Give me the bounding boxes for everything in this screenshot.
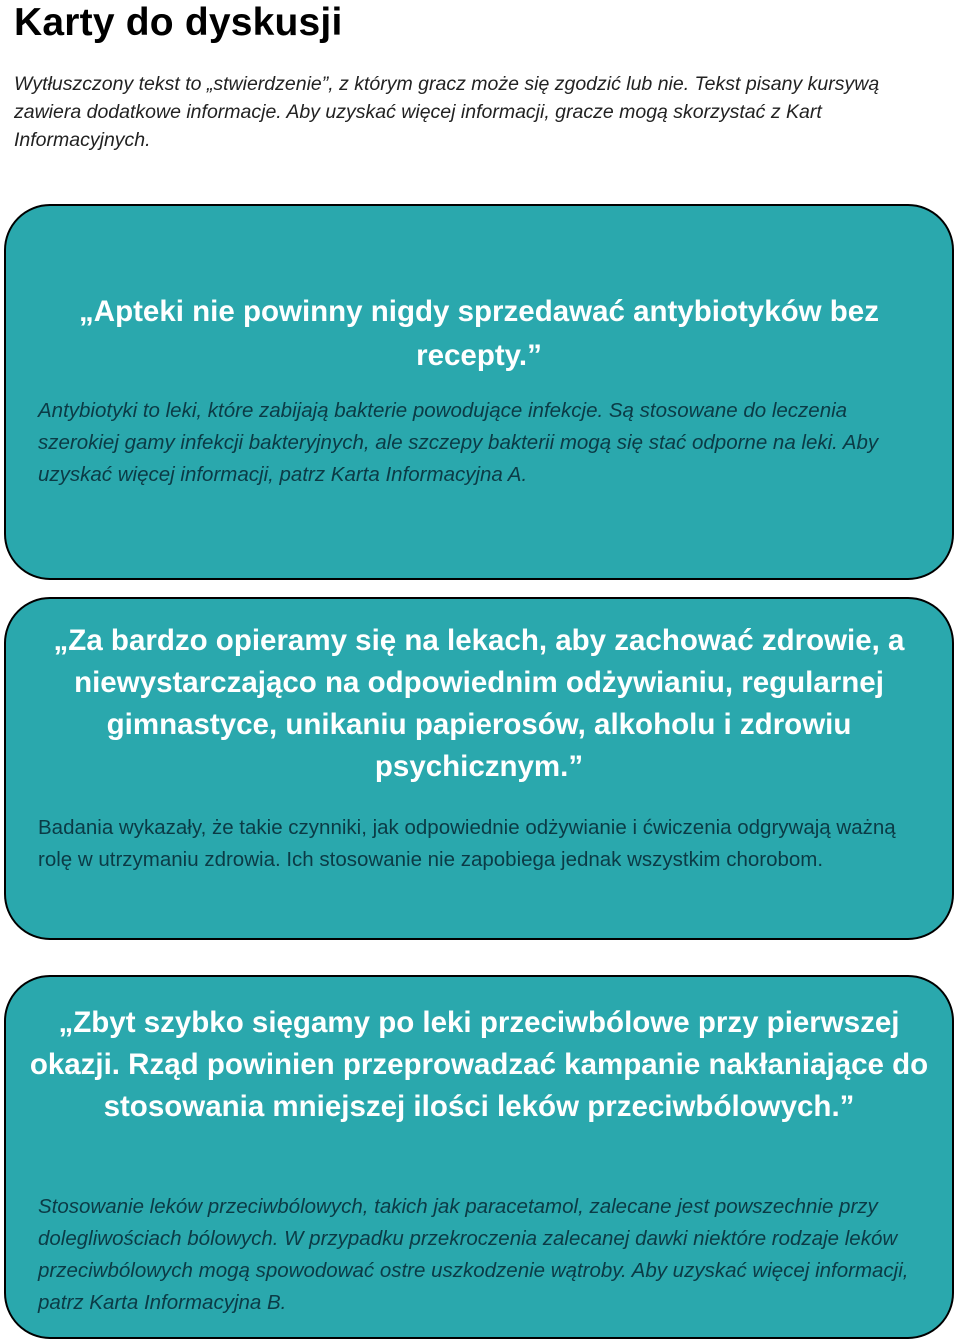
- card-2-statement: „Za bardzo opieramy się na lekach, aby zachować zdrowie, a niewystarczająco na odpowiednim odżywianiu, regularnej gimnastyce, unikaniu papierosów, alkoholu i zdrowiu psychicznym.”: [53, 624, 905, 783]
- card-1-statement: „Apteki nie powinny nigdy sprzedawać antybiotyków bez recepty.”: [79, 295, 879, 372]
- card-3-note: Stosowanie leków przeciwbólowych, takich jak paracetamol, zalecane jest powszechnie przy dolegliwościach bólowych. W przypadku przekroczenia zalecanej dawki niektóre rodzaje leków przeciwbólowych mogą spowodować ostre uszkodzenie wątroby. Aby uzyskać więcej informacji, patrz Karta Informacyjna B.: [38, 1195, 909, 1314]
- page-title: Karty do dyskusji: [14, 1, 343, 44]
- discussion-card-2: [4, 597, 954, 940]
- card-2-note: Badania wykazały, że takie czynniki, jak odpowiednie odżywianie i ćwiczenia odgrywają ważną rolę w utrzymaniu zdrowia. Ich stosowanie nie zapobiega jednak wszystkim chorobom.: [38, 816, 896, 871]
- card-1-note: Antybiotyki to leki, które zabijają bakterie powodujące infekcje. Są stosowane do leczenia szerokiej gamy infekcji bakteryjnych, ale szczepy bakterii mogą się stać odporne na leki. Aby uzyskać więcej informacji, patrz Karta Informacyjna A.: [38, 399, 879, 486]
- card-3-statement: „Zbyt szybko sięgamy po leki przeciwbólowe przy pierwszej okazji. Rząd powinien przeprowadzać kampanie nakłaniające do stosowania mniejszej ilości leków przeciwbólowych.”: [29, 1006, 929, 1123]
- intro-text: Wytłuszczony tekst to „stwierdzenie”, z którym gracz może się zgodzić lub nie. Tekst pisany kursywą zawiera dodatkowe informacje. Aby uzyskać więcej informacji, gracze mogą skorzystać z Kart Informacyjnych.: [14, 73, 880, 151]
- discussion-card-1: [4, 204, 954, 580]
- discussion-card-3: [4, 975, 954, 1339]
